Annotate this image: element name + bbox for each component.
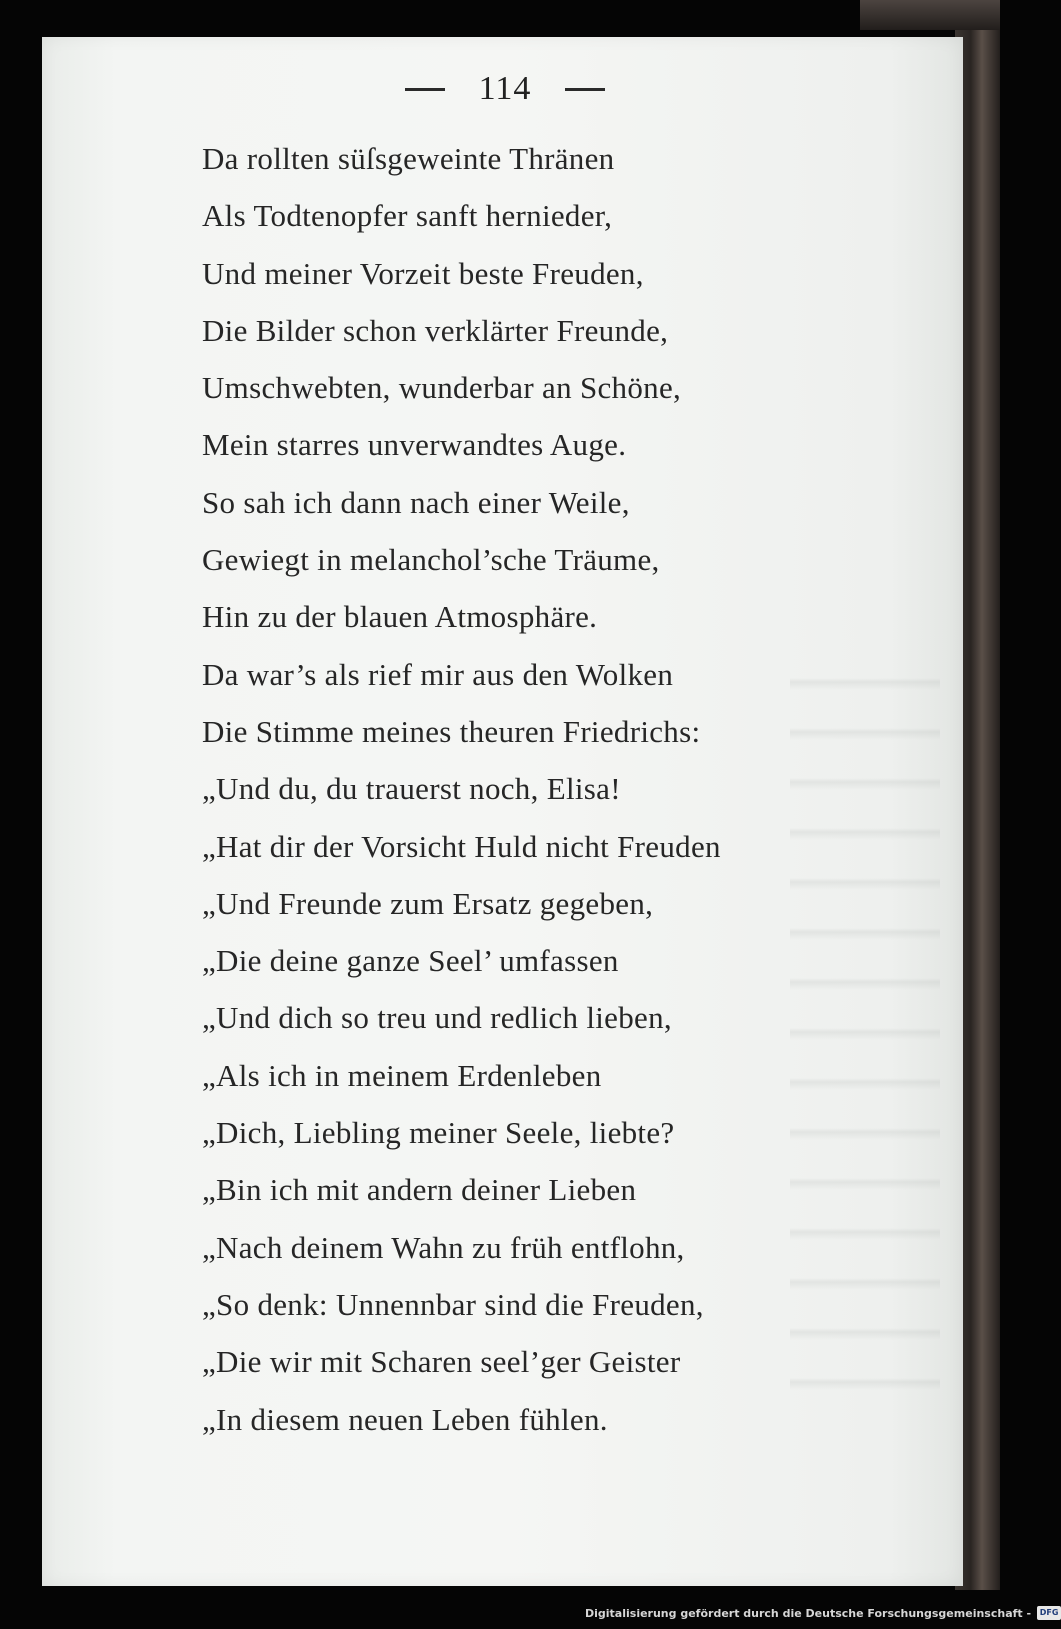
poem-line: So sah ich dann nach einer Weile, <box>202 484 630 520</box>
digitization-credit <box>585 1603 1061 1623</box>
poem-line: „Bin ich mit andern deiner Lieben <box>202 1172 637 1208</box>
poem-line: Und meiner Vorzeit beste Freuden, <box>202 255 644 291</box>
poem-line: Die Stimme meines theuren Friedrichs: <box>202 713 701 749</box>
poem-line: „Die deine ganze Seel’ umfassen <box>202 943 619 979</box>
dfg-logo-text: DFG <box>1039 1608 1059 1617</box>
poem-line: „Hat dir der Vorsicht Huld nicht Freuden <box>202 828 721 864</box>
poem-line: „Dich, Liebling meiner Seele, liebte? <box>202 1115 675 1151</box>
poem-line: Mein starres unverwandtes Auge. <box>202 427 627 463</box>
poem-line: „In diesem neuen Leben fühlen. <box>202 1401 608 1437</box>
poem-line: „Und dich so treu und redlich lieben, <box>202 1000 672 1036</box>
credit-text: Digitalisierung gefördert durch die Deutsche Forschungsgemeinschaft - <box>585 1606 1032 1620</box>
header-dash-left <box>405 88 445 91</box>
poem-line: Da war’s als rief mir aus den Wolken <box>202 656 674 692</box>
poem-line: Hin zu der blauen Atmosphäre. <box>202 599 598 635</box>
poem-line: Die Bilder schon verklärter Freunde, <box>202 312 669 348</box>
poem-line: „Und Freunde zum Ersatz gegeben, <box>202 885 654 921</box>
poem-line: Umschwebten, wunderbar an Schöne, <box>202 370 682 406</box>
page-header <box>405 64 605 114</box>
poem-line: „Als ich in meinem Erdenleben <box>202 1057 602 1093</box>
header-dash-right <box>565 88 605 91</box>
poem-line: „So denk: Unnennbar sind die Freuden, <box>202 1286 704 1322</box>
poem-line: „Die wir mit Scharen seel’ger Geister <box>202 1344 681 1380</box>
poem-line: Gewiegt in melanchol’sche Träume, <box>202 542 660 578</box>
poem-line: Da rollten süſsgeweinte Thränen <box>202 141 615 176</box>
book-edge-top <box>860 0 1000 30</box>
page-number: 114 <box>478 70 532 107</box>
dfg-logo-icon <box>1037 1606 1061 1620</box>
poem-line: „Und du, du trauerst noch, Elisa! <box>202 771 621 807</box>
poem-line: Als Todtenopfer sanft hernieder, <box>202 198 613 234</box>
poem-text <box>202 130 842 1448</box>
poem-line: „Nach deinem Wahn zu früh entflohn, <box>202 1229 685 1265</box>
